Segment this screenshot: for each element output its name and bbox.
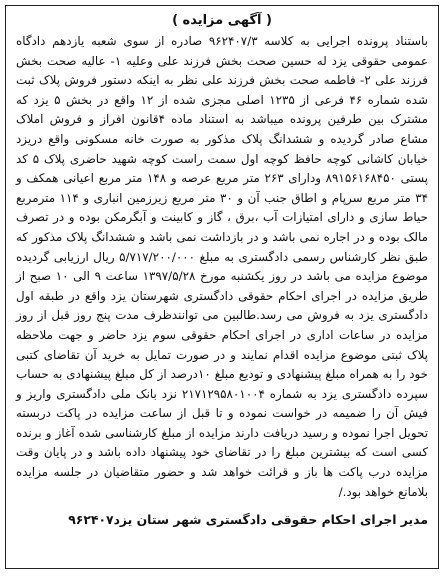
notice-frame (5, 5, 439, 569)
notice-body: باستناد پرونده اجرایی به کلاسه ۹۶۲۴۰۷/۳ صادره از سوی شعبه یازدهم دادگاه عمومی حقوقی یزد له حسین صحت بخش فرزند علی وعلیه ۱- عالیه صحت بخش فرزند علی ۲- فاطمه صحت بخش فرزند علی نظر به اینکه دستور فروش پلاک ثبت شده شماره ۴۶ فرعی از ۱۲۳۵ اصلی مجزی شده از ۱۲ واقع در بخش ۵ یزد که مشترک بین طرفین پرونده میباشد به استناد ماده ۴قانون افراز و فروش املاک مشاع صادر گردیده و ششدانگ پلاک مذکور به صورت خانه مسکونی واقع دریزد خیابان کاشانی کوچه حافظ کوچه اول سمت راست کوچه شهید حاضری پلاک ۵ کد پستی ۸۹۱۵۶۱۶۸۴۵۰ ودارای ۲۶۳ متر مربع عرصه و ۱۴۸ متر مربع اعیانی همکف و ۳۴ متر مربع سرپام و اطاق جنب آن و ۳۰ متر مربع زیرزمین انباری و ۱۱۴ مترمربع حیاط سازی و دارای امتیازات آب ،برق ، گاز و کابینت و آبگرمکن بوده و در تصرف مالک بوده و در اجاره نمی باشد و در بازداشت نمی باشد و ششدانگ پلاک مذکور که طبق نظر کارشناس رسمی دادگستری به مبلغ ۵/۷۱۷/۲۰۰/۰۰۰ ریال ارزیابی گردیده موضوع مزایده می باشد در روز یکشنبه مورخ ۱۳۹۷/۵/۲۸ ساعت ۹ الی ۱۰ صبح از طریق مزایده در اجرای احکام حقوقی دادگستری شهرستان یزد واقع در طبقه اول دادگستری یزد به فروش می رسد.طالبین می توانندظرف مدت پنج روز قبل از روز مزایده در ساعات اداری در اجرای احکام حقوقی سوم یزد حاضر و جهت ملاحظه پلاک ثبتی موضوع مزایده اقدام نمایند و در صورت تمایل به خرید آن تقاضای کتبی خود را به همراه مبلغ پیشنهادی و تودیع مبلغ ۱۰درصد از کل مبلغ پیشنهادی به حساب سپرده دادگستری یزد به شماره ۲۱۷۱۲۹۵۸۰۱۰۰۴ نزد بانک ملی دادگستری واریز و فیش آن را ضمیمه در خواست نموده و تا قبل از ساعت مزایده در پاکت دربسته تحویل اجرا نموده و رسید دریافت دارند مزایده از مبلغ کارشناسی شده آغاز و برنده کسی است که بیشترین مبلغ را در تقاضای خود پیشنهاد داده باشد و در پایان وقت مزایده درب پاکت ها باز و قرائت خواهد شد و حضور متقاضیان در جلسه مزایده بلامانع خواهد بود./ (16, 34, 429, 499)
notice-signature: مدیر اجرای احکام حقوقی دادگستری شهر ستان یزد۹۶۲۴۰۷ (68, 512, 428, 528)
notice-title: ( آگهی مزایده ) (172, 13, 272, 28)
